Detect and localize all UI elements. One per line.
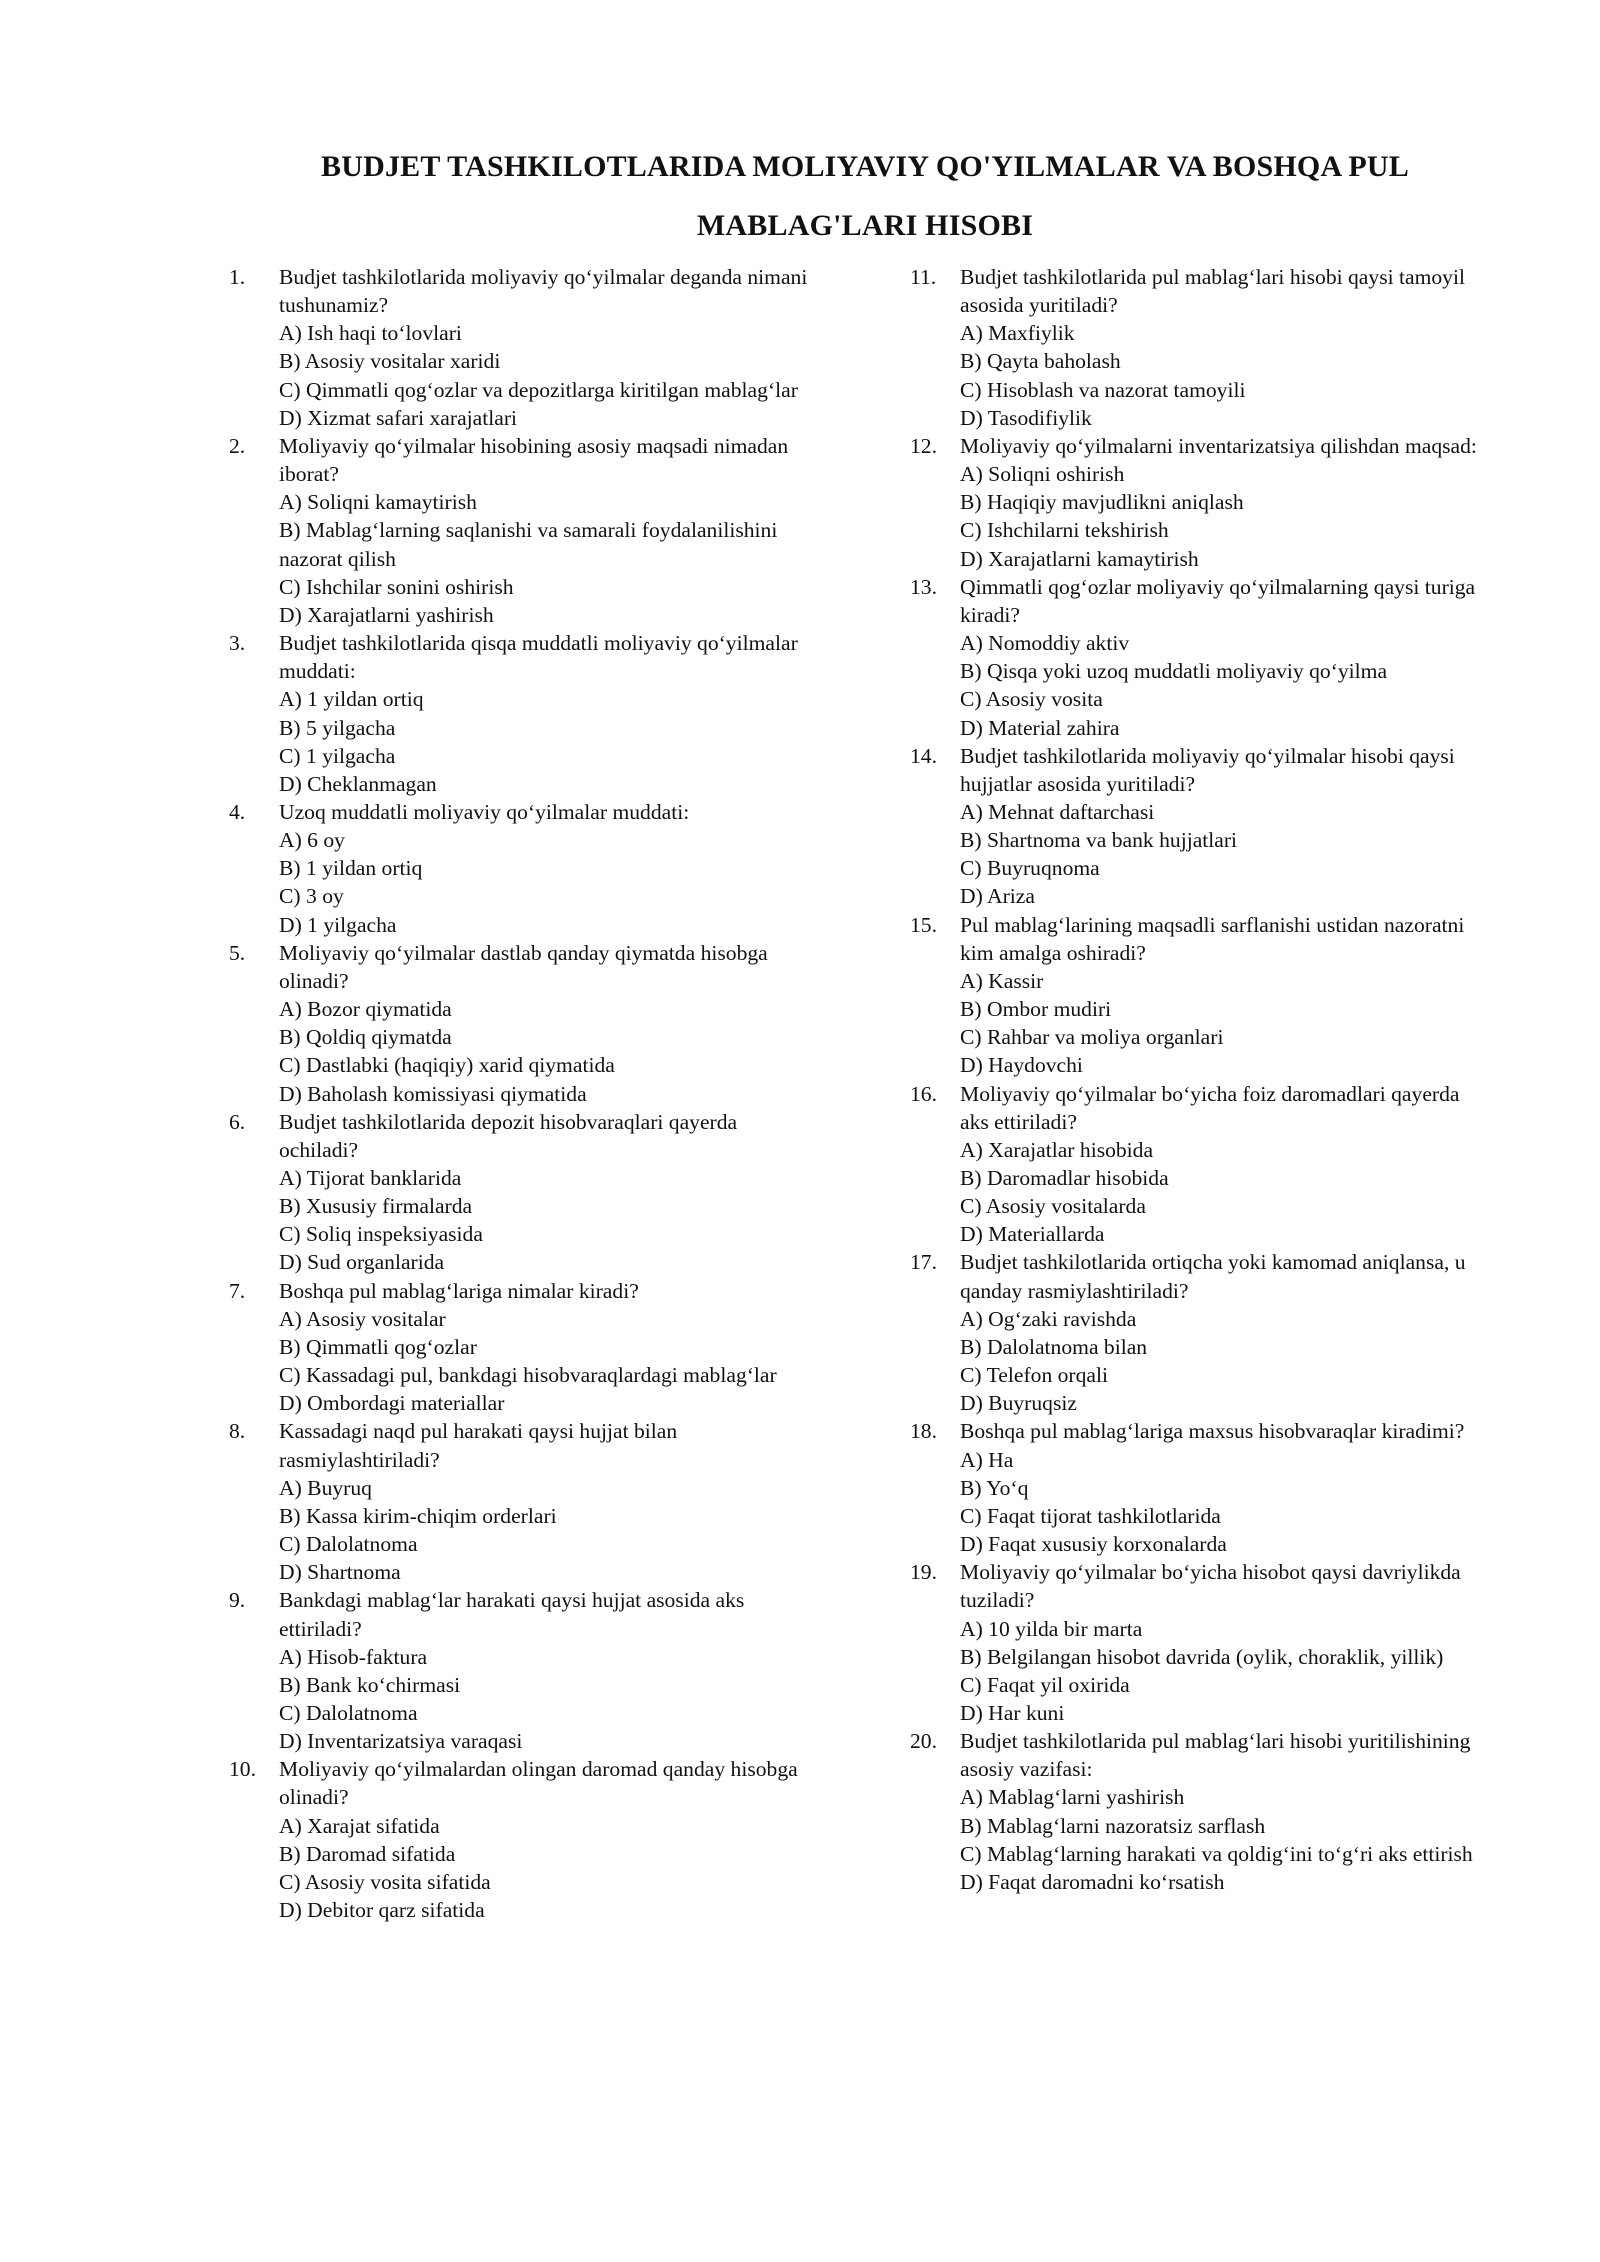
question-item	[229, 629, 809, 798]
answer-option: B) Asosiy vositalar xaridi	[279, 349, 501, 374]
question-item	[910, 742, 1490, 911]
answer-option: C) Dalolatnoma	[279, 1532, 418, 1557]
answer-option: B) Belgilangan hisobot davrida (oylik, choraklik, yillik)	[960, 1644, 1444, 1669]
answer-option: A) Bozor qiymatida	[279, 997, 452, 1022]
answer-option: D) Baholash komissiyasi qiymatida	[279, 1081, 587, 1106]
question-text: Budjet tashkilotlarida depozit hisobvaraqlari qayerda ochiladi?	[279, 1109, 738, 1162]
answer-option: C) Kassadagi pul, bankdagi hisobvaraqlardagi mablag‘lar	[279, 1363, 777, 1388]
answer-option: A) Ha	[960, 1447, 1014, 1472]
question-item	[229, 1277, 809, 1418]
question-text: Boshqa pul mablag‘lariga nimalar kiradi?	[279, 1278, 639, 1303]
answer-option: B) Bank ko‘chirmasi	[279, 1672, 461, 1697]
answer-option: A) Kassir	[960, 968, 1044, 993]
answer-option: A) Mablag‘larni yashirish	[960, 1785, 1185, 1810]
question-text: Budjet tashkilotlarida pul mablag‘lari hisobi yuritilishining asosiy vazifasi:	[960, 1729, 1471, 1782]
question-item	[910, 1417, 1490, 1558]
answer-option: A) Soliqni kamaytirish	[279, 490, 477, 515]
answer-option: A) Asosiy vositalar	[279, 1306, 446, 1331]
answer-option: A) Og‘zaki ravishda	[960, 1306, 1137, 1331]
question-text: Budjet tashkilotlarida moliyaviy qo‘yilmalar hisobi qaysi hujjatlar asosida yuritiladi?	[960, 743, 1455, 796]
question-text: Pul mablag‘larining maqsadli sarflanishi ustidan nazoratni kim amalga oshiradi?	[960, 912, 1465, 965]
page-title-line-2: MABLAG'LARI HISOBI	[696, 209, 1034, 242]
answer-option: C) 1 yilgacha	[279, 743, 396, 768]
answer-option: B) Yo‘q	[960, 1475, 1029, 1500]
answer-option: B) Kassa kirim-chiqim orderlari	[279, 1503, 557, 1528]
question-number: 19.	[910, 1560, 937, 1585]
answer-option: C) Faqat tijorat tashkilotlarida	[960, 1503, 1221, 1528]
question-text: Kassadagi naqd pul harakati qaysi hujjat bilan rasmiylashtiriladi?	[279, 1419, 678, 1472]
answer-option: A) Buyruq	[279, 1475, 372, 1500]
answer-option: C) Buyruqnoma	[960, 856, 1100, 881]
question-text: Budjet tashkilotlarida pul mablag‘lari hisobi qaysi tamoyil asosida yuritiladi?	[960, 265, 1465, 318]
answer-option: D) Sud organlarida	[279, 1250, 445, 1275]
answer-option: C) Dastlabki (haqiqiy) xarid qiymatida	[279, 1053, 615, 1078]
question-number: 9.	[229, 1588, 246, 1613]
answer-option: D) Xizmat safari xarajatlari	[279, 405, 518, 430]
question-item	[229, 1417, 809, 1586]
question-item	[229, 432, 809, 629]
question-number: 17.	[910, 1250, 937, 1275]
question-number: 14.	[910, 743, 937, 768]
answer-option: D) Ombordagi materiallar	[279, 1391, 505, 1416]
answer-option: B) Daromad sifatida	[279, 1841, 456, 1866]
answer-option: C) Qimmatli qog‘ozlar va depozitlarga kiritilgan mablag‘lar	[279, 377, 798, 402]
answer-option: A) Ish haqi to‘lovlari	[279, 321, 462, 346]
answer-option: B) Xususiy firmalarda	[279, 1194, 473, 1219]
question-text: Uzoq muddatli moliyaviy qo‘yilmalar muddati:	[279, 799, 690, 824]
answer-option: D) 1 yilgacha	[279, 912, 397, 937]
question-number: 5.	[229, 940, 246, 965]
answer-option: D) Inventarizatsiya varaqasi	[279, 1729, 523, 1754]
answer-option: B) Daromadlar hisobida	[960, 1166, 1169, 1190]
question-text: Moliyaviy qo‘yilmalardan olingan daromad qanday hisobga olinadi?	[279, 1757, 798, 1810]
answer-option: D) Xarajatlarni yashirish	[279, 602, 494, 627]
answer-option: C) Ishchilar sonini oshirish	[279, 574, 514, 599]
answer-option: D) Cheklanmagan	[279, 771, 437, 796]
answer-option: B) Mablag‘larni nazoratsiz sarflash	[960, 1813, 1266, 1838]
answer-option: A) 6 oy	[279, 828, 345, 853]
answer-option: C) Asosiy vositalarda	[960, 1194, 1146, 1219]
answer-option: B) Mablag‘larning saqlanishi va samarali foydalanilishini nazorat qilish	[279, 518, 778, 571]
answer-option: C) Asosiy vosita sifatida	[279, 1869, 491, 1894]
question-item	[229, 1586, 809, 1755]
question-number: 12.	[910, 433, 937, 458]
answer-option: C) Soliq inspeksiyasida	[279, 1222, 483, 1247]
question-item	[910, 1248, 1490, 1417]
question-text: Moliyaviy qo‘yilmalar dastlab qanday qiymatda hisobga olinadi?	[279, 940, 768, 993]
answer-option: A) Mehnat daftarchasi	[960, 799, 1155, 824]
answer-option: C) Dalolatnoma	[279, 1700, 418, 1725]
answer-option: D) Har kuni	[960, 1700, 1065, 1725]
answer-option: B) Qisqa yoki uzoq muddatli moliyaviy qo‘yilma	[960, 659, 1388, 684]
question-text: Moliyaviy qo‘yilmalarni inventarizatsiya qilishdan maqsad:	[960, 433, 1477, 458]
answer-option: D) Haydovchi	[960, 1053, 1083, 1078]
answer-option: D) Buyruqsiz	[960, 1391, 1077, 1416]
questions-column-right	[910, 263, 1490, 1896]
question-item	[229, 1755, 809, 1924]
question-number: 20.	[910, 1729, 937, 1754]
answer-option: C) Rahbar va moliya organlari	[960, 1025, 1224, 1050]
answer-option: B) Qimmatli qog‘ozlar	[279, 1334, 477, 1359]
answer-option: D) Faqat xususiy korxonalarda	[960, 1532, 1227, 1557]
question-item	[229, 939, 809, 1108]
answer-option: B) 1 yildan ortiq	[279, 856, 423, 881]
answer-option: A) Maxfiylik	[960, 321, 1075, 346]
question-number: 1.	[229, 265, 246, 289]
answer-option: A) Tijorat banklarida	[279, 1166, 462, 1190]
question-text: Budjet tashkilotlarida moliyaviy qo‘yilmalar deganda nimani tushunamiz?	[279, 265, 808, 318]
question-item	[910, 1080, 1490, 1249]
question-text: Budjet tashkilotlarida ortiqcha yoki kamomad aniqlansa, u qanday rasmiylashtiriladi?	[960, 1250, 1466, 1303]
question-text: Moliyaviy qo‘yilmalar hisobining asosiy maqsadi nimadan iborat?	[279, 433, 789, 487]
answer-option: B) Qayta baholash	[960, 349, 1121, 374]
answer-option: A) Soliqni oshirish	[960, 462, 1125, 487]
question-number: 4.	[229, 799, 246, 824]
question-item	[910, 432, 1490, 573]
question-item	[910, 1558, 1490, 1727]
question-text: Boshqa pul mablag‘lariga maxsus hisobvaraqlar kiradimi?	[960, 1419, 1465, 1444]
answer-option: B) Shartnoma va bank hujjatlari	[960, 828, 1238, 853]
answer-option: A) 1 yildan ortiq	[279, 687, 424, 712]
answer-option: D) Ariza	[960, 884, 1035, 909]
page-title-line-1: BUDJET TASHKILOTLARIDA MOLIYAVIY QO'YILMALAR VA BOSHQA PUL	[321, 150, 1409, 183]
questions-column-left	[229, 263, 809, 1924]
question-number: 15.	[910, 912, 937, 937]
question-number: 8.	[229, 1419, 246, 1444]
question-number: 2.	[229, 433, 246, 458]
question-text: Qimmatli qog‘ozlar moliyaviy qo‘yilmalarning qaysi turiga kiradi?	[960, 574, 1476, 627]
answer-option: A) 10 yilda bir marta	[960, 1616, 1143, 1641]
question-item	[229, 263, 809, 432]
question-text: Moliyaviy qo‘yilmalar bo‘yicha foiz daromadlari qayerda aks ettiriladi?	[960, 1081, 1460, 1134]
answer-option: D) Debitor qarz sifatida	[279, 1898, 485, 1923]
question-item	[229, 1108, 809, 1277]
question-number: 11.	[910, 265, 937, 289]
question-item	[910, 263, 1490, 432]
question-text: Budjet tashkilotlarida qisqa muddatli moliyaviy qo‘yilmalar muddati:	[279, 631, 798, 684]
answer-option: A) Xarajatlar hisobida	[960, 1137, 1154, 1162]
question-item	[910, 911, 1490, 1080]
answer-option: C) Ishchilarni tekshirish	[960, 518, 1169, 543]
question-text: Bankdagi mablag‘lar harakati qaysi hujjat asosida aks ettiriladi?	[279, 1588, 745, 1641]
question-number: 6.	[229, 1109, 246, 1134]
question-number: 16.	[910, 1081, 937, 1106]
answer-option: B) 5 yilgacha	[279, 715, 396, 740]
question-item	[910, 573, 1490, 742]
question-item	[910, 1727, 1490, 1896]
answer-option: D) Material zahira	[960, 715, 1120, 740]
answer-option: C) Asosiy vosita	[960, 687, 1103, 712]
question-text: Moliyaviy qo‘yilmalar bo‘yicha hisobot qaysi davriylikda tuziladi?	[960, 1560, 1461, 1613]
answer-option: C) Hisoblash va nazorat tamoyili	[960, 377, 1246, 402]
answer-option: D) Materiallarda	[960, 1222, 1105, 1247]
answer-option: A) Nomoddiy aktiv	[960, 631, 1130, 656]
question-number: 13.	[910, 574, 937, 599]
answer-option: B) Qoldiq qiymatda	[279, 1025, 452, 1050]
answer-option: C) Telefon orqali	[960, 1363, 1109, 1388]
answer-option: B) Dalolatnoma bilan	[960, 1334, 1148, 1359]
question-number: 3.	[229, 631, 246, 656]
question-number: 7.	[229, 1278, 246, 1303]
question-item	[229, 798, 809, 939]
answer-option: B) Haqiqiy mavjudlikni aniqlash	[960, 490, 1244, 515]
answer-option: D) Shartnoma	[279, 1560, 401, 1585]
answer-option: C) Mablag‘larning harakati va qoldig‘ini to‘g‘ri aks ettirish	[960, 1841, 1473, 1866]
answer-option: C) 3 oy	[279, 884, 344, 909]
answer-option: A) Hisob-faktura	[279, 1644, 428, 1669]
answer-option: D) Tasodifiylik	[960, 405, 1092, 430]
question-number: 18.	[910, 1419, 937, 1444]
answer-option: B) Ombor mudiri	[960, 997, 1112, 1022]
answer-option: D) Xarajatlarni kamaytirish	[960, 546, 1199, 571]
question-number: 10.	[229, 1757, 256, 1782]
answer-option: D) Faqat daromadni ko‘rsatish	[960, 1869, 1225, 1894]
answer-option: C) Faqat yil oxirida	[960, 1672, 1130, 1697]
answer-option: A) Xarajat sifatida	[279, 1813, 440, 1838]
